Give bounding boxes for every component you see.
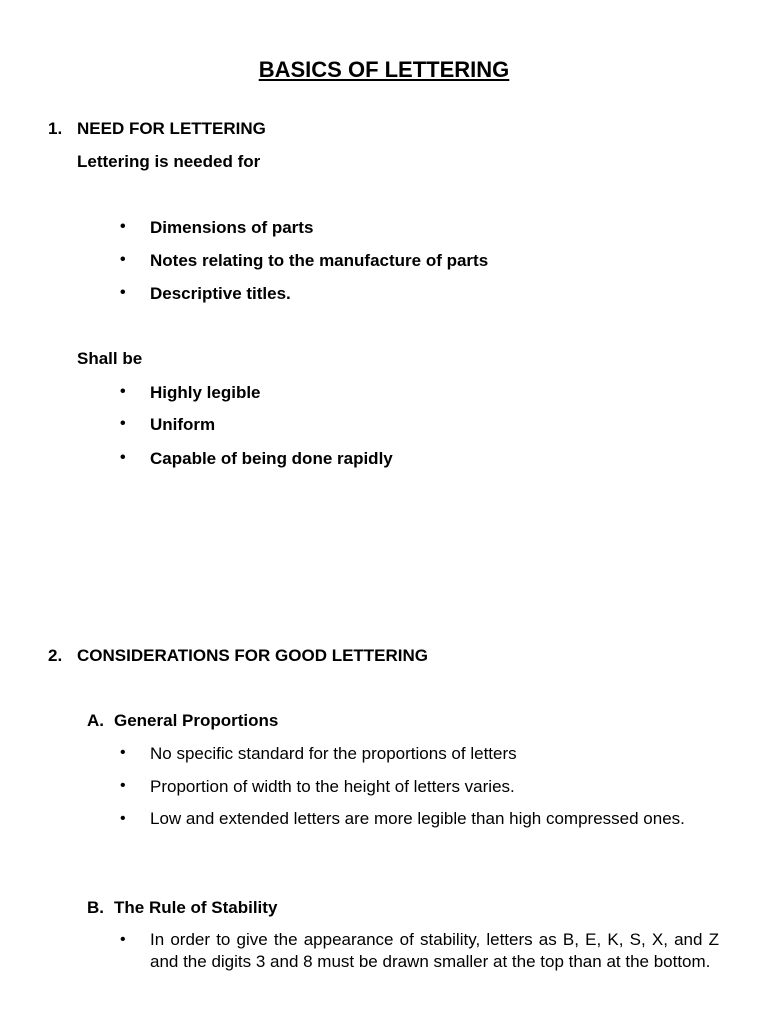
bullet-icon: • [120, 415, 126, 432]
subsection-heading: General Proportions [114, 711, 279, 730]
section-heading: NEED FOR LETTERING [77, 119, 266, 138]
bullet-icon: • [120, 218, 126, 235]
list-item: Dimensions of parts [150, 218, 314, 237]
list-item: Descriptive titles. [150, 284, 291, 303]
shall-be-label: Shall be [77, 349, 143, 368]
page-title: BASICS OF LETTERING [258, 57, 510, 82]
section-intro: Lettering is needed for [77, 152, 261, 171]
bullet-icon: • [120, 449, 126, 466]
list-item: Highly legible [150, 383, 261, 402]
list-item: Capable of being done rapidly [150, 449, 393, 468]
bullet-icon: • [120, 744, 126, 761]
bullet-icon: • [120, 931, 126, 948]
list-item: In order to give the appearance of stability, letters as B, E, K, S, X, and Z and the digits 3 and 8 must be drawn smaller at the top than at the bottom. [150, 930, 719, 971]
bullet-icon: • [120, 284, 126, 301]
section-number: 2. [48, 646, 63, 665]
bullet-icon: • [120, 383, 126, 400]
subsection-letter: A. [87, 711, 104, 730]
bullet-icon: • [120, 810, 126, 827]
bullet-icon: • [120, 777, 126, 794]
list-item: Notes relating to the manufacture of parts [150, 251, 489, 270]
section-number: 1. [48, 119, 63, 138]
subsection-heading: The Rule of Stability [114, 898, 278, 917]
list-item: Uniform [150, 415, 216, 434]
subsection-letter: B. [87, 898, 104, 917]
list-item: No specific standard for the proportions of letters [150, 744, 517, 763]
list-item: Low and extended letters are more legible than high compressed ones. [150, 809, 685, 828]
list-item: Proportion of width to the height of letters varies. [150, 777, 515, 796]
section-heading: CONSIDERATIONS FOR GOOD LETTERING [77, 646, 429, 665]
bullet-icon: • [120, 251, 126, 268]
